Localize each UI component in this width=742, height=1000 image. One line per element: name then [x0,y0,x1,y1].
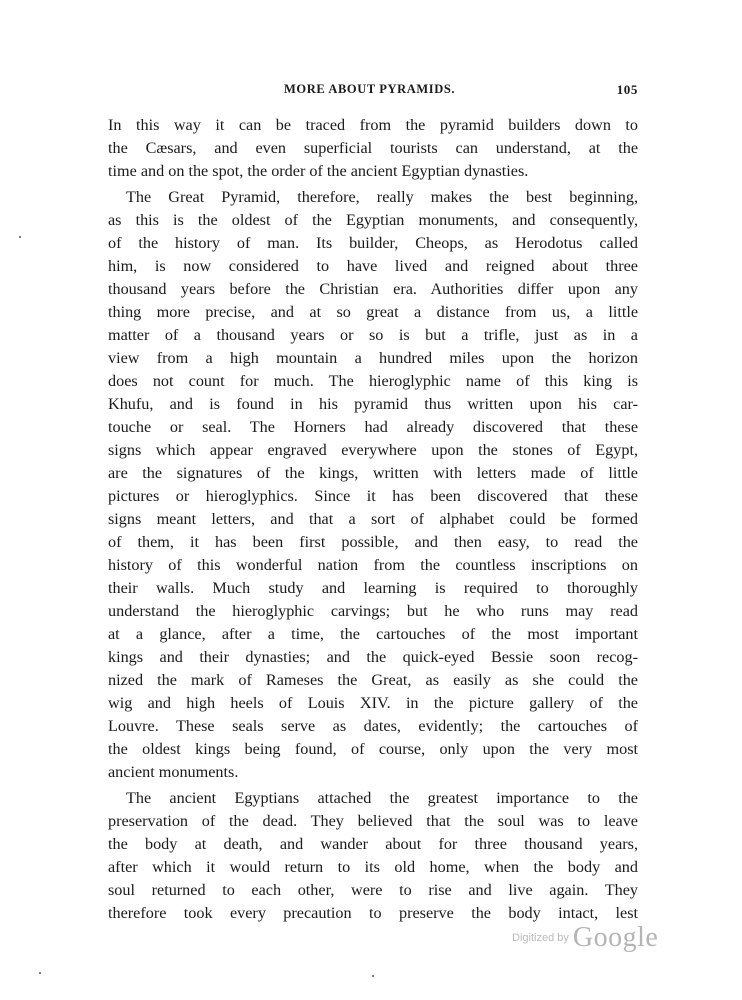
text-line: thing more precise, and at so great a distance from us, a little [108,303,638,321]
text-line: are the signatures of the kings, written with letters made of little [108,464,638,482]
text-line: kings and their dynasties; and the quick-eyed Bessie soon recog- [108,648,638,666]
paragraph-3 [108,787,638,925]
text-line: Khufu, and is found in his pyramid thus written upon his car- [108,395,638,413]
text-line: signs which appear engraved everywhere upon the stones of Egypt, [108,441,638,459]
running-title: MORE ABOUT PYRAMIDS. [284,82,456,96]
text-line: therefore took every precaution to preserve the body intact, lest [108,904,638,922]
scan-speck [39,972,41,974]
text-line: signs meant letters, and that a sort of alphabet could be formed [108,510,638,528]
text-line: The ancient Egyptians attached the greatest importance to the [126,789,638,807]
text-line: history of this wonderful nation from the countless inscriptions on [108,556,638,574]
scan-speck [372,975,374,977]
digitized-watermark [512,922,658,956]
text-line: nized the mark of Rameses the Great, as easily as she could the [108,671,638,689]
watermark-prefix: Digitized by [512,932,569,944]
page-number: 105 [616,82,638,97]
text-line: view from a high mountain a hundred miles upon the horizon [108,349,638,367]
text-line: the body at death, and wander about for three thousand years, [108,835,638,853]
text-line: of the history of man. Its builder, Cheops, as Herodotus called [108,234,638,252]
text-line: ancient monuments. [108,763,239,781]
text-line: the oldest kings being found, of course, only upon the very most [108,740,638,758]
text-line: as this is the oldest of the Egyptian monuments, and consequently, [108,211,638,229]
text-line: thousand years before the Christian era. Authorities differ upon any [108,280,638,298]
text-line: after which it would return to its old home, when the body and [108,858,638,876]
text-line: does not count for much. The hieroglyphic name of this king is [108,372,638,390]
text-line: Louvre. These seals serve as dates, evidently; the cartouches of [108,717,638,735]
text-line: preservation of the dead. They believed that the soul was to leave [108,812,638,830]
text-line: him, is now considered to have lived and reigned about three [108,257,638,275]
paragraph-2 [108,186,638,784]
text-line: the Cæsars, and even superficial tourists can understand, at the [108,139,638,157]
text-line: soul returned to each other, were to rise and live again. They [108,881,638,899]
body-text [108,114,638,925]
text-line: wig and high heels of Louis XIV. in the picture gallery of the [108,694,638,712]
text-line: their walls. Much study and learning is required to thoroughly [108,579,638,597]
scan-speck [19,236,21,238]
text-line: touche or seal. The Horners had already discovered that these [108,418,638,436]
text-line: pictures or hieroglyphics. Since it has been discovered that these [108,487,638,505]
google-logo: Google [572,922,659,953]
text-line: In this way it can be traced from the pyramid builders down to [108,116,638,134]
text-line: at a glance, after a time, the cartouches of the most important [108,625,638,643]
running-head [108,82,638,102]
paragraph-1 [108,114,638,183]
text-line: of them, it has been first possible, and then easy, to read the [108,533,638,551]
text-line: time and on the spot, the order of the ancient Egyptian dynasties. [108,162,529,180]
text-line: matter of a thousand years or so is but a trifle, just as in a [108,326,638,344]
text-line: understand the hieroglyphic carvings; but he who runs may read [108,602,638,620]
text-line: The Great Pyramid, therefore, really makes the best beginning, [126,188,638,206]
